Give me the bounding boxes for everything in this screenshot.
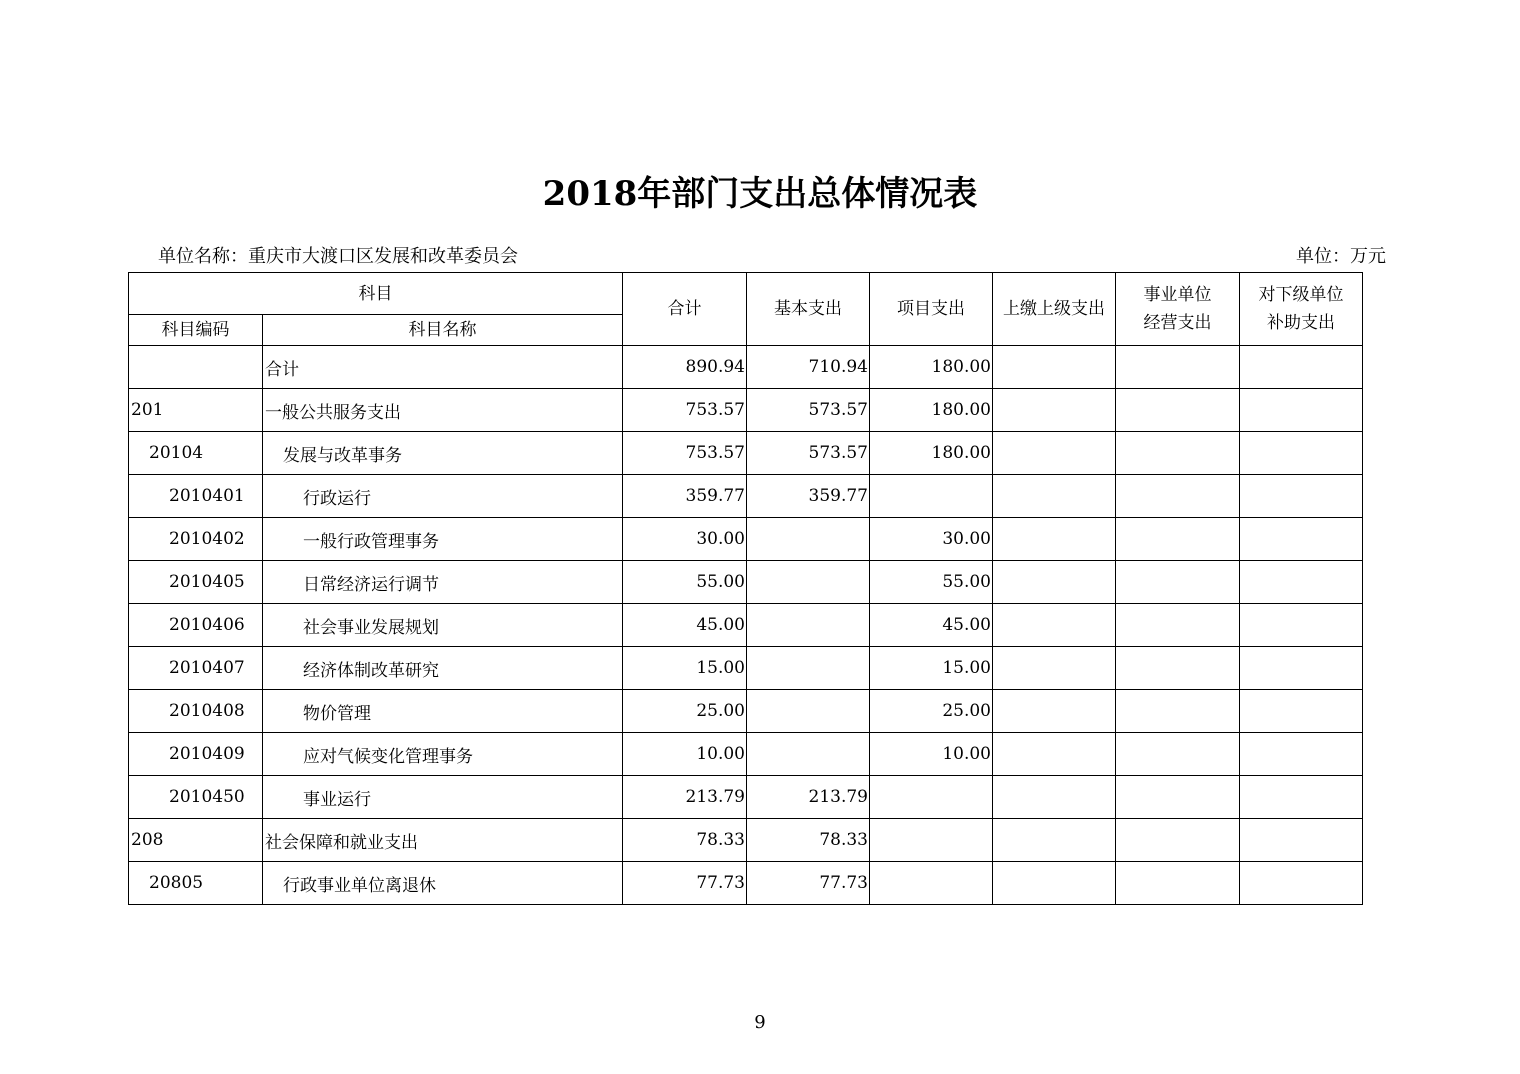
cell-name: 行政运行: [263, 475, 623, 518]
cell-code: 2010402: [129, 518, 263, 561]
cell-lower: [1240, 518, 1363, 561]
cell-basic: 573.57: [747, 432, 870, 475]
cell-lower: [1240, 389, 1363, 432]
header-lower-line2: 补助支出: [1267, 313, 1335, 333]
table-row: [129, 733, 1363, 776]
unit-name: 单位名称：重庆市大渡口区发展和改革委员会: [158, 246, 518, 267]
header-subject: 科目: [129, 273, 623, 315]
cell-code: 201: [129, 389, 263, 432]
cell-total: 15.00: [623, 647, 747, 690]
cell-project: 15.00: [870, 647, 993, 690]
cell-project: 10.00: [870, 733, 993, 776]
cell-lower: [1240, 604, 1363, 647]
cell-basic: [747, 561, 870, 604]
cell-name: 行政事业单位离退休: [263, 862, 623, 905]
cell-name: 社会事业发展规划: [263, 604, 623, 647]
header-project: 项目支出: [870, 273, 993, 346]
cell-total: 753.57: [623, 389, 747, 432]
cell-basic: 78.33: [747, 819, 870, 862]
header-business-line1: 事业单位: [1143, 285, 1212, 305]
table-body: [129, 346, 1363, 905]
cell-upper: [993, 518, 1116, 561]
cell-project: 180.00: [870, 389, 993, 432]
cell-upper: [993, 432, 1116, 475]
cell-total: 45.00: [623, 604, 747, 647]
cell-code: 2010409: [129, 733, 263, 776]
cell-business: [1116, 475, 1240, 518]
cell-basic: 77.73: [747, 862, 870, 905]
cell-name: 合计: [263, 346, 623, 389]
cell-basic: [747, 690, 870, 733]
cell-code: 2010450: [129, 776, 263, 819]
cell-lower: [1240, 647, 1363, 690]
cell-code: 20104: [129, 432, 263, 475]
cell-upper: [993, 647, 1116, 690]
cell-business: [1116, 819, 1240, 862]
cell-business: [1116, 561, 1240, 604]
cell-upper: [993, 690, 1116, 733]
cell-project: 45.00: [870, 604, 993, 647]
cell-total: 25.00: [623, 690, 747, 733]
cell-name: 物价管理: [263, 690, 623, 733]
cell-upper: [993, 389, 1116, 432]
cell-upper: [993, 561, 1116, 604]
cell-total: 359.77: [623, 475, 747, 518]
cell-basic: 213.79: [747, 776, 870, 819]
cell-name: 社会保障和就业支出: [263, 819, 623, 862]
cell-business: [1116, 776, 1240, 819]
cell-project: 25.00: [870, 690, 993, 733]
cell-project: [870, 819, 993, 862]
cell-upper: [993, 862, 1116, 905]
cell-name: 一般公共服务支出: [263, 389, 623, 432]
cell-code: 2010405: [129, 561, 263, 604]
cell-business: [1116, 518, 1240, 561]
cell-code: 2010407: [129, 647, 263, 690]
table-row: [129, 776, 1363, 819]
cell-code: [129, 346, 263, 389]
cell-total: 213.79: [623, 776, 747, 819]
table-row: [129, 346, 1363, 389]
header-business: [1116, 273, 1240, 346]
cell-business: [1116, 604, 1240, 647]
cell-name: 发展与改革事务: [263, 432, 623, 475]
cell-name: 一般行政管理事务: [263, 518, 623, 561]
header-subject-code: 科目编码: [129, 315, 263, 346]
cell-basic: 359.77: [747, 475, 870, 518]
cell-lower: [1240, 819, 1363, 862]
table-row: [129, 647, 1363, 690]
unit-label: 单位：万元: [1296, 246, 1386, 267]
table-row: [129, 432, 1363, 475]
table-row: [129, 690, 1363, 733]
table-row: [129, 604, 1363, 647]
cell-project: [870, 862, 993, 905]
cell-total: 78.33: [623, 819, 747, 862]
cell-upper: [993, 604, 1116, 647]
cell-upper: [993, 733, 1116, 776]
cell-basic: 573.57: [747, 389, 870, 432]
cell-lower: [1240, 690, 1363, 733]
table-row: [129, 518, 1363, 561]
cell-total: 10.00: [623, 733, 747, 776]
cell-code: 2010408: [129, 690, 263, 733]
cell-name: 经济体制改革研究: [263, 647, 623, 690]
cell-total: 890.94: [623, 346, 747, 389]
table-row: [129, 475, 1363, 518]
header-basic: 基本支出: [747, 273, 870, 346]
cell-business: [1116, 432, 1240, 475]
cell-code: 2010406: [129, 604, 263, 647]
cell-business: [1116, 862, 1240, 905]
header-business-line2: 经营支出: [1143, 313, 1212, 333]
cell-code: 20805: [129, 862, 263, 905]
table-row: [129, 819, 1363, 862]
header-total: 合计: [623, 273, 747, 346]
cell-project: 180.00: [870, 432, 993, 475]
cell-business: [1116, 346, 1240, 389]
cell-lower: [1240, 776, 1363, 819]
cell-business: [1116, 733, 1240, 776]
cell-upper: [993, 776, 1116, 819]
header-lower-line1: 对下级单位: [1258, 285, 1344, 305]
cell-total: 55.00: [623, 561, 747, 604]
cell-name: 日常经济运行调节: [263, 561, 623, 604]
cell-upper: [993, 475, 1116, 518]
cell-total: 77.73: [623, 862, 747, 905]
header-subject-name: 科目名称: [263, 315, 623, 346]
header-lower: [1240, 273, 1363, 346]
cell-name: 事业运行: [263, 776, 623, 819]
cell-project: 55.00: [870, 561, 993, 604]
cell-lower: [1240, 733, 1363, 776]
cell-total: 753.57: [623, 432, 747, 475]
cell-lower: [1240, 561, 1363, 604]
cell-code: 208: [129, 819, 263, 862]
cell-upper: [993, 346, 1116, 389]
cell-basic: [747, 604, 870, 647]
cell-basic: 710.94: [747, 346, 870, 389]
cell-name: 应对气候变化管理事务: [263, 733, 623, 776]
header-upper: 上缴上级支出: [993, 273, 1116, 346]
cell-project: [870, 475, 993, 518]
cell-project: 30.00: [870, 518, 993, 561]
cell-business: [1116, 389, 1240, 432]
cell-basic: [747, 518, 870, 561]
cell-lower: [1240, 346, 1363, 389]
table-row: [129, 389, 1363, 432]
cell-lower: [1240, 432, 1363, 475]
cell-basic: [747, 647, 870, 690]
cell-code: 2010401: [129, 475, 263, 518]
cell-business: [1116, 647, 1240, 690]
table-row: [129, 862, 1363, 905]
cell-lower: [1240, 862, 1363, 905]
cell-upper: [993, 819, 1116, 862]
cell-total: 30.00: [623, 518, 747, 561]
cell-business: [1116, 690, 1240, 733]
expenditure-table: [128, 272, 1363, 905]
page-number: 9: [754, 1012, 766, 1033]
cell-basic: [747, 733, 870, 776]
cell-lower: [1240, 475, 1363, 518]
table-row: [129, 561, 1363, 604]
page-title: 2018年部门支出总体情况表: [542, 174, 978, 214]
cell-project: [870, 776, 993, 819]
cell-project: 180.00: [870, 346, 993, 389]
